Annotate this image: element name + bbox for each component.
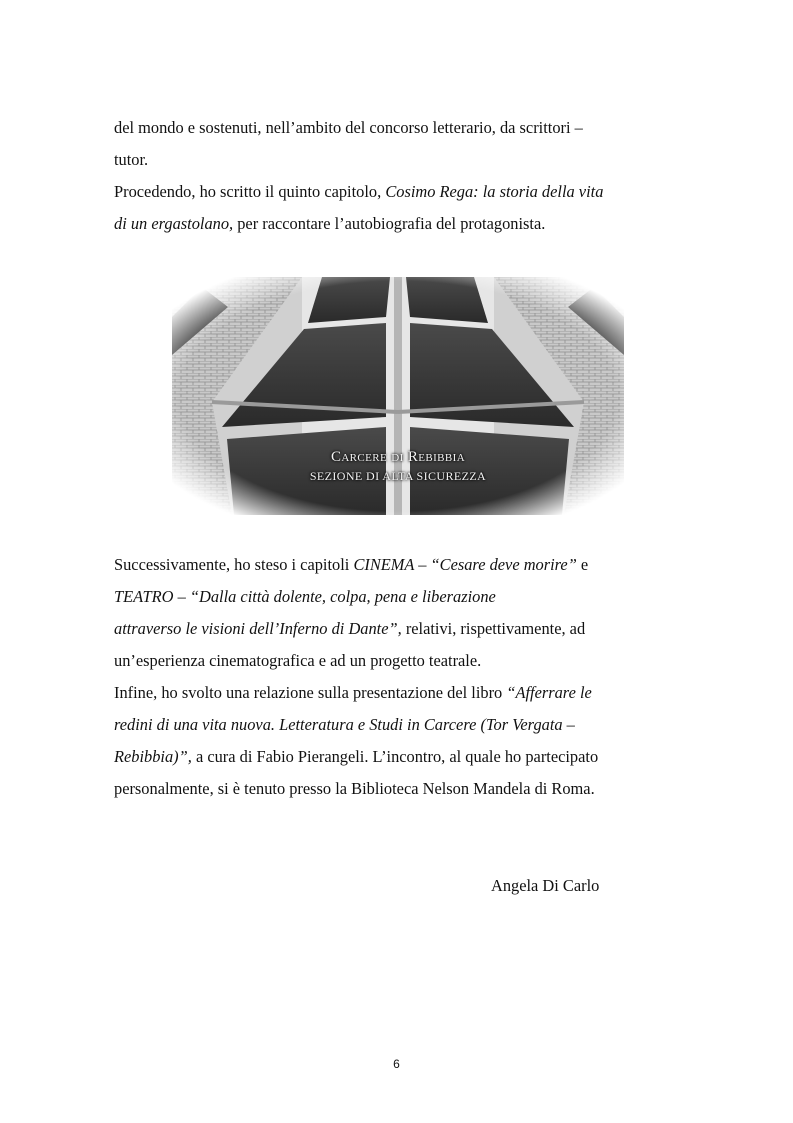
- text-line: [114, 581, 684, 613]
- text-line: tutor.: [114, 150, 149, 169]
- text-line: Procedendo, ho scritto il quinto capitolo, Cosimo Rega: la storia della vita: [114, 182, 604, 201]
- text-line: personalmente, si è tenuto presso la Biblioteca Nelson Mandela di Roma.: [114, 779, 595, 798]
- author-signature: Angela Di Carlo: [491, 876, 600, 895]
- paragraph-intro: [114, 112, 684, 240]
- chapter-title-italic: CINEMA – “Cesare deve morire”: [353, 555, 577, 574]
- text-line: [114, 709, 684, 741]
- chapter-title-italic: Cosimo Rega: la storia della vita: [385, 182, 604, 201]
- page-number: 6: [393, 1057, 400, 1071]
- book-title-italic: Rebibbia)”,: [114, 747, 192, 766]
- text-line: Rebibbia)”, a cura di Fabio Pierangeli. L’incontro, al quale ho partecipato: [114, 747, 599, 766]
- text-line: Successivamente, ho steso i capitoli CINEMA – “Cesare deve morire” e: [114, 555, 589, 574]
- text-line: attraverso le visioni dell’Inferno di Dante”, relativi, rispettivamente, ad: [114, 619, 586, 638]
- book-title-italic: redini di una vita nuova. Letteratura e Studi in Carcere (Tor Vergata –: [114, 715, 575, 734]
- chapter-title-italic: TEATRO – “Dalla città dolente, colpa, pena e liberazione: [114, 587, 496, 606]
- prison-photo: [172, 277, 624, 515]
- chapter-title-italic: di un ergastolano,: [114, 214, 234, 233]
- image-caption-subtitle: SEZIONE DI ALTA SICUREZZA: [309, 469, 487, 483]
- image-caption-title: Carcere di Rebibbia: [330, 449, 466, 465]
- text-line: Infine, ho svolto una relazione sulla presentazione del libro “Afferrare le: [114, 683, 592, 702]
- book-title-italic: “Afferrare le: [506, 683, 592, 702]
- text-line: del mondo e sostenuti, nell’ambito del concorso letterario, da scrittori –: [114, 118, 583, 137]
- chapter-title-italic: attraverso le visioni dell’Inferno di Dante”,: [114, 619, 402, 638]
- text-line: un’esperienza cinematografica e ad un progetto teatrale.: [114, 651, 482, 670]
- text-line: di un ergastolano, per raccontare l’autobiografia del protagonista.: [114, 214, 546, 233]
- paragraph-chapters: [114, 549, 684, 805]
